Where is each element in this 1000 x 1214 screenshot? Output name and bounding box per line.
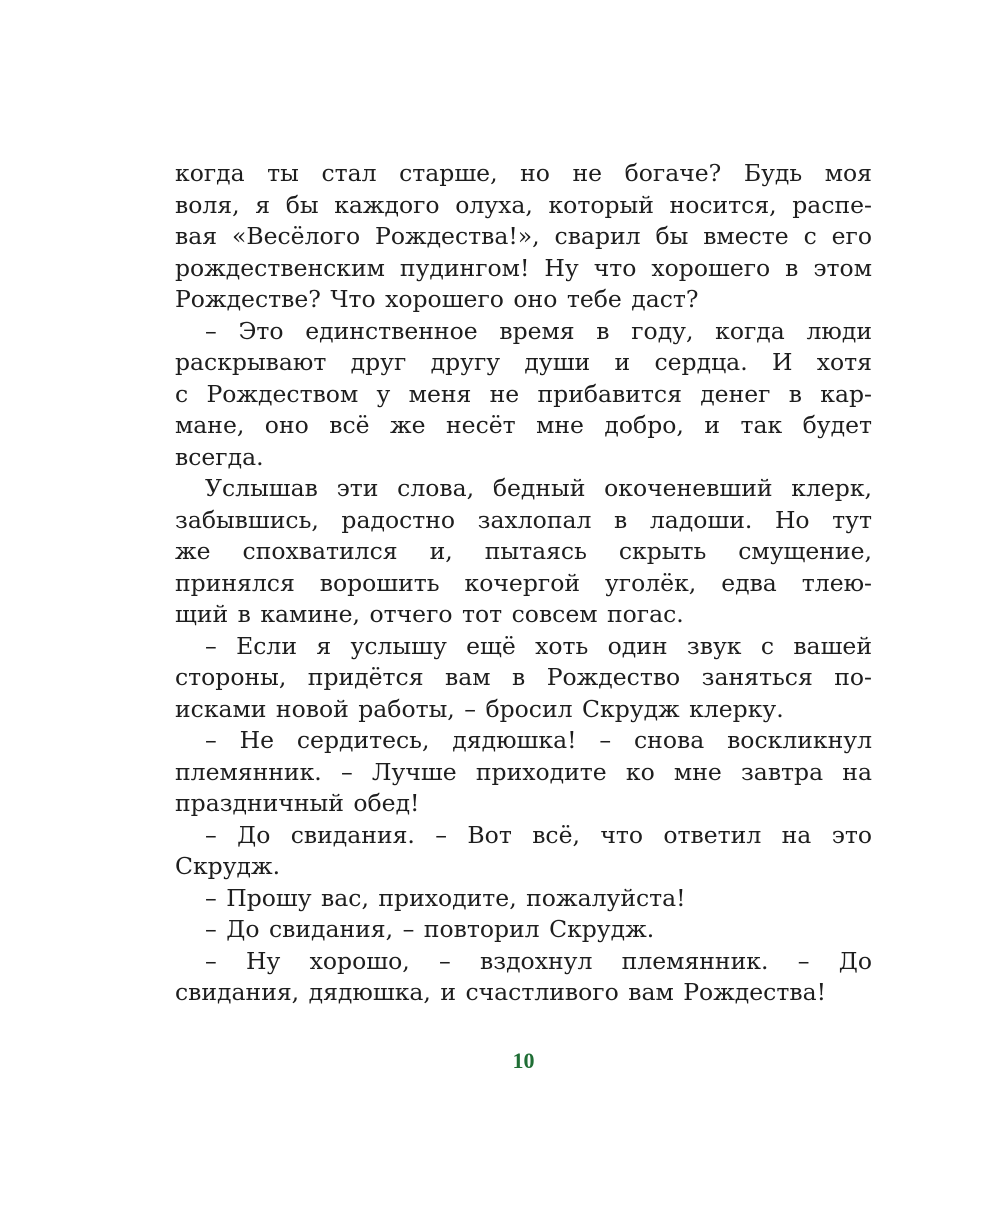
paragraph <box>175 725 872 820</box>
text-line: Услышав эти слова, бедный окоченевший клерк, <box>205 474 872 502</box>
paragraph <box>175 883 872 915</box>
text-line: Скрудж. <box>175 852 281 880</box>
text-line: исками новой работы, – бросил Скрудж клерку. <box>175 694 784 723</box>
text-line: забывшись, радостно захлопал в ладоши. Но тут <box>175 505 872 534</box>
text-line: – Если я услышу ещё хоть один звук с вашей <box>205 631 872 660</box>
text-line: раскрывают друг другу души и сердца. И хотя <box>175 348 872 376</box>
text-line: всегда. <box>175 442 264 471</box>
page-number: 10 <box>512 1048 535 1073</box>
paragraph <box>175 820 872 883</box>
text-line: с Рождеством у меня не прибавится денег в кар- <box>175 379 872 408</box>
text-line: – Ну хорошо, – вздохнул племянник. – До <box>205 946 872 975</box>
text-line: – До свидания, – повторил Скрудж. <box>205 915 655 943</box>
text-line: стороны, придётся вам в Рождество заняться по- <box>175 663 872 691</box>
paragraph <box>175 316 872 474</box>
text-line: племянник. – Лучше приходите ко мне завтра на <box>175 757 872 786</box>
text-line: – Прошу вас, приходите, пожалуйста! <box>205 883 686 912</box>
text-line: щий в камине, отчего тот совсем погас. <box>175 600 684 628</box>
text-line: – Не сердитесь, дядюшка! – снова воскликнул <box>205 726 872 754</box>
paragraph <box>175 946 872 1009</box>
text-line: вая «Весёлого Рождества!», сварил бы вместе с его <box>175 222 872 250</box>
text-line: Рождестве? Что хорошего оно тебе даст? <box>175 285 699 313</box>
paragraph <box>175 914 872 946</box>
paragraph <box>175 158 872 316</box>
text-line: – До свидания. – Вот всё, что ответил на это <box>205 820 872 849</box>
text-line: принялся ворошить кочергой уголёк, едва тлею- <box>175 568 872 597</box>
text-line: свидания, дядюшка, и счастливого вам Рождества! <box>175 978 827 1006</box>
book-page <box>175 0 872 1214</box>
text-line: же спохватился и, пытаясь скрыть смущение, <box>175 537 872 565</box>
text-line: мане, оно всё же несёт мне добро, и так будет <box>175 411 872 439</box>
text-line: рождественским пудингом! Ну что хорошего в этом <box>175 253 872 282</box>
text-line: когда ты стал старше, но не богаче? Будь моя <box>175 159 872 187</box>
text-line: праздничный обед! <box>175 789 420 817</box>
paragraph <box>175 473 872 631</box>
text-line: воля, я бы каждого олуха, который носится, распе- <box>175 190 872 219</box>
text-line: – Это единственное время в году, когда люди <box>205 316 872 345</box>
body-text <box>175 158 872 1009</box>
paragraph <box>175 631 872 726</box>
